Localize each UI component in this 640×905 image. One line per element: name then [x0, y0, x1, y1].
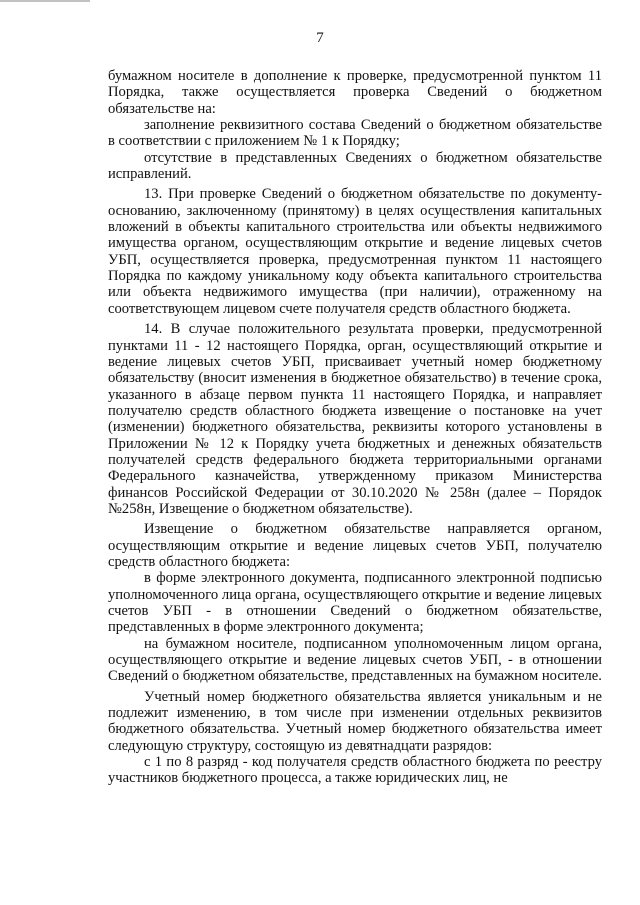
document-body — [108, 68, 602, 787]
paragraph: Извещение о бюджетном обязательстве направляется органом, осуществляющим открытие и ведение лицевых счетов УБП, получателю средств областного бюджета: — [108, 521, 602, 570]
paragraph: в форме электронного документа, подписанного электронной подписью уполномоченного лица органа, осуществляющего открытие и ведение лицевых счетов УБП - в отношении Сведений о бюджетном обязательстве, представленных в форме электронного документа; — [108, 570, 602, 636]
paragraph: на бумажном носителе, подписанном уполномоченным лицом органа, осуществляющего открытие и ведение лицевых счетов УБП, - в отношении Сведений о бюджетном обязательстве, представленных на бумажном носителе. — [108, 635, 602, 685]
scan-corner-mark — [0, 0, 90, 8]
page-number: 7 — [316, 30, 324, 46]
paragraph: 14. В случае положительного результата проверки, предусмотренной пунктами 11 - 12 настоящего Порядка, орган, осуществляющий открытие и ведение лицевых счетов УБП, присваивает учетный номер бюджетному обязательству (вносит изменения в бюджетное обязательство) в течение срока, указанного в абзаце первом пункта 11 настоящего Порядка, и направляет получателю средств областного бюджета извещение о постановке на учет (изменении) бюджетного обязательства, реквизиты которого установлены в Приложении № 12 к Порядку учета бюджетных и денежных обязательств получателей средств федерального бюджета территориальными органами Федерального казначейства, утвержденному приказом Министерства финансов Российской Федерации от 30.10.2020 № 258н (далее – Порядок №258н, Извещение о бюджетном обязательстве). — [108, 321, 602, 517]
paragraph: 13. При проверке Сведений о бюджетном обязательстве по документу-основанию, заключенному (принятому) в целях осуществления капитальных вложений в объекты капитального строительства или объекты недвижимого имущества органом, осуществляющим открытие и ведение лицевых счетов УБП, осуществляется проверка, предусмотренная пунктом 11 настоящего Порядка по каждому уникальному коду объекта капитального строительства или объекта недвижимого имущества (при наличии), отраженному на соответствующем лицевом счете получателя средств областного бюджета. — [108, 186, 602, 317]
paragraph: с 1 по 8 разряд - код получателя средств областного бюджета по реестру участников бюджетного процесса, а также юридических лиц, не — [108, 754, 602, 787]
paragraph: Учетный номер бюджетного обязательства является уникальным и не подлежит изменению, в том числе при изменении отдельных реквизитов бюджетного обязательства. Учетный номер бюджетного обязательства имеет следующую структуру, состоящую из девятнадцати разрядов: — [108, 688, 602, 754]
paragraph: заполнение реквизитного состава Сведений о бюджетном обязательстве в соответствии с приложением № 1 к Порядку; — [108, 117, 602, 150]
paragraph: отсутствие в представленных Сведениях о бюджетном обязательстве исправлений. — [108, 149, 602, 183]
paragraph: бумажном носителе в дополнение к проверке, предусмотренной пунктом 11 Порядка, также осуществляется проверка Сведений о бюджетном обязательстве на: — [108, 68, 602, 117]
